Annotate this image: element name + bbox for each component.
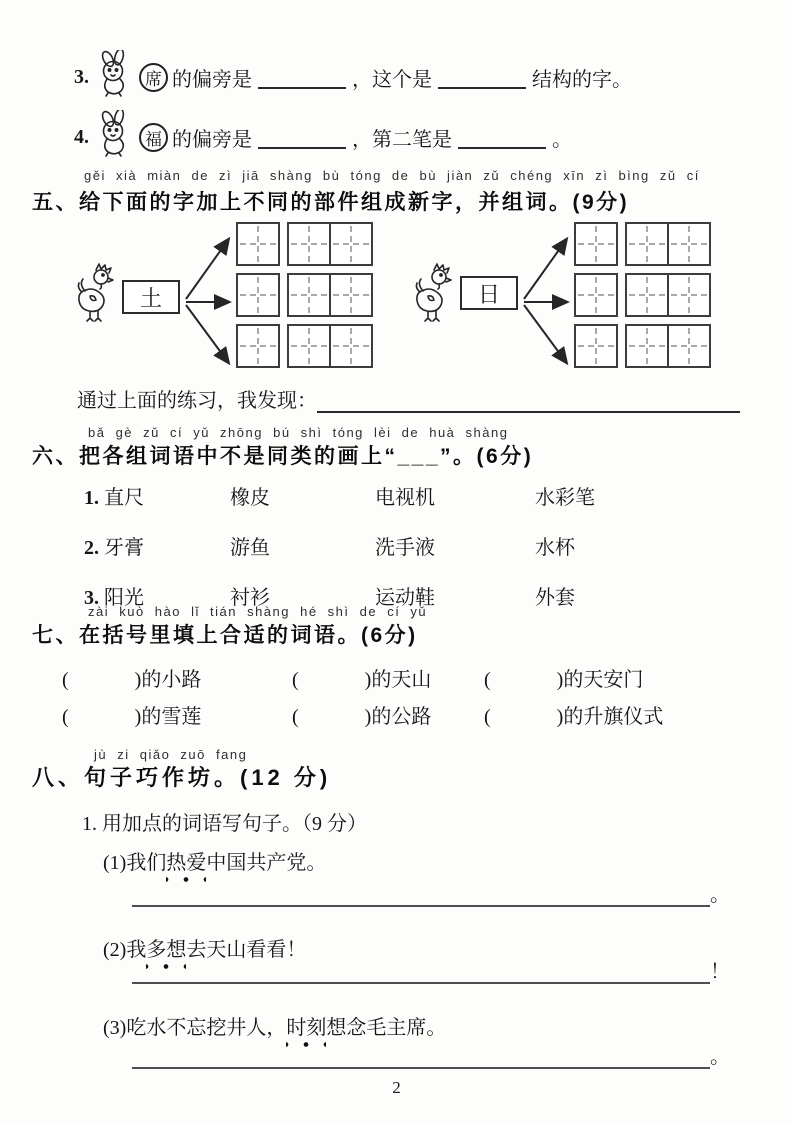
bracket-label: 的小路 xyxy=(141,669,202,691)
answer-blank xyxy=(258,125,346,149)
row-number: 3. xyxy=(84,587,99,609)
sentence-label: (1) xyxy=(103,852,127,874)
section-5-title: 五、给下面的字加上不同的部件组成新字，并组词。(9分) xyxy=(32,191,630,214)
word: 牙膏 xyxy=(104,537,144,559)
question-4 xyxy=(74,110,572,164)
tianzige-cell xyxy=(574,273,618,317)
bracket-item: ( )的升旗仪式 xyxy=(484,706,664,728)
section-6-title: 六、把各组词语中不是同类的画上“___”。(6分) xyxy=(32,445,534,468)
tianzige-cell xyxy=(329,324,373,368)
section-6-pinyin: bǎ gè zǔ cí yǔ zhōng bú shì tóng lèi de huà shàng xyxy=(88,425,509,440)
question-3-number: 3. xyxy=(74,65,89,88)
bracket-fill-row-1 xyxy=(62,663,643,692)
word-group-row xyxy=(84,531,595,560)
answer-blank-long xyxy=(132,1045,710,1069)
tianzige-cell xyxy=(625,324,669,368)
tianzige-cell xyxy=(236,324,280,368)
sentence-2: (2)我多想去天山看看！ xyxy=(103,933,306,962)
sentence-3: (3)吃水不忘挖井人，时刻想念毛主席。 xyxy=(103,1011,446,1040)
target-character-3: 席 xyxy=(139,63,168,92)
word-group-row xyxy=(84,481,595,510)
section-8-pinyin: jù zi qiǎo zuō fang xyxy=(94,747,248,762)
bracket-label: 的天山 xyxy=(371,669,432,691)
row-number: 2. xyxy=(84,537,99,559)
question-4-text-1: 的偏旁是 xyxy=(172,128,252,151)
bracket-fill-row-2 xyxy=(62,700,663,729)
word: 游鱼 xyxy=(230,537,270,559)
bracket-label: 的天安门 xyxy=(563,669,644,691)
section-7-pinyin: zài kuò hào lǐ tián shàng hé shì de cí yǔ xyxy=(88,604,428,619)
writing-grids-left xyxy=(236,222,373,375)
question-4-text-3: 。 xyxy=(552,128,572,151)
page-number: 2 xyxy=(392,1078,401,1097)
bracket-label: 的升旗仪式 xyxy=(563,706,664,728)
question-4-number: 4. xyxy=(74,125,89,148)
answer-blank-long xyxy=(317,389,740,413)
bracket-label: 的雪莲 xyxy=(141,706,202,728)
word: 橡皮 xyxy=(230,487,270,509)
arrow-fan xyxy=(522,224,572,379)
answer-blank-long xyxy=(132,883,710,907)
answer-blank xyxy=(258,65,346,89)
word: 衬衫 xyxy=(230,587,270,609)
section-8-title: 八、句子巧作坊。(12 分) xyxy=(32,765,332,790)
rooster-icon xyxy=(76,262,118,331)
bracket-label: 的公路 xyxy=(371,706,432,728)
line-end-punct: 。 xyxy=(710,884,730,906)
line-end-punct: 。 xyxy=(710,1046,730,1068)
reflection-text: 通过上面的练习，我发现： xyxy=(77,390,317,412)
answer-line-2 xyxy=(132,955,730,984)
tianzige-cell xyxy=(625,222,669,266)
emphasized-word: 多想 xyxy=(146,939,186,970)
emphasized-word: 时刻 xyxy=(286,1017,326,1048)
tianzige-cell xyxy=(667,324,711,368)
tianzige-cell xyxy=(287,222,331,266)
tianzige-cell xyxy=(574,324,618,368)
answer-blank xyxy=(438,65,526,89)
source-char-left: 土 xyxy=(139,285,162,311)
word: 运动鞋 xyxy=(375,587,435,609)
source-char-box-left xyxy=(122,280,180,314)
arrow-fan xyxy=(184,224,234,379)
word: 直尺 xyxy=(104,487,144,509)
question-3-text-3: 结构的字。 xyxy=(532,68,632,91)
bracket-item: ( )的雪莲 xyxy=(62,706,202,728)
subquestion-1: 1. 用加点的词语写句子。（9 分） xyxy=(82,813,367,835)
word: 水彩笔 xyxy=(535,487,595,509)
tianzige-cell xyxy=(236,273,280,317)
bunny-icon xyxy=(95,50,135,104)
tianzige-cell xyxy=(574,222,618,266)
question-3-text-2: ，这个是 xyxy=(352,68,432,91)
reflection-line xyxy=(77,384,740,413)
question-3 xyxy=(74,50,632,104)
tianzige-cell xyxy=(329,273,373,317)
tianzige-cell xyxy=(667,222,711,266)
tianzige-cell xyxy=(236,222,280,266)
tianzige-cell xyxy=(287,273,331,317)
source-char-box-right xyxy=(460,276,518,310)
sentence-label: (3) xyxy=(103,1017,127,1039)
answer-line-1 xyxy=(132,878,730,907)
answer-blank xyxy=(458,125,546,149)
word: 电视机 xyxy=(375,487,435,509)
tianzige-cell xyxy=(625,273,669,317)
word: 阳光 xyxy=(104,587,144,609)
section-7-title: 七、在括号里填上合适的词语。(6分) xyxy=(32,624,418,647)
tianzige-cell xyxy=(287,324,331,368)
bracket-item: ( )的公路 xyxy=(292,706,432,728)
row-number: 1. xyxy=(84,487,99,509)
word: 水杯 xyxy=(535,537,575,559)
rooster-icon xyxy=(414,262,456,331)
bracket-item: ( )的天山 xyxy=(292,669,432,691)
writing-grids-right xyxy=(574,222,711,375)
answer-blank-long xyxy=(132,960,710,984)
bracket-item: ( )的天安门 xyxy=(484,669,644,691)
section-5-pinyin: gěi xià miàn de zì jiā shàng bù tóng de bù jiàn zǔ chéng xīn zì bìng zǔ cí xyxy=(84,168,700,183)
word: 洗手液 xyxy=(375,537,435,559)
line-end-punct: ！ xyxy=(710,961,730,983)
answer-line-3 xyxy=(132,1040,730,1069)
character-building-diagram xyxy=(76,218,726,380)
bracket-item: ( )的小路 xyxy=(62,669,202,691)
sentence-label: (2) xyxy=(103,939,127,961)
question-4-text-2: ，第二笔是 xyxy=(352,128,452,151)
bunny-icon xyxy=(95,110,135,164)
target-character-4: 福 xyxy=(139,123,168,152)
word: 外套 xyxy=(535,587,575,609)
question-3-text-1: 的偏旁是 xyxy=(172,68,252,91)
emphasized-word: 热爱 xyxy=(166,852,206,883)
source-char-right: 日 xyxy=(477,281,500,307)
tianzige-cell xyxy=(329,222,373,266)
tianzige-cell xyxy=(667,273,711,317)
sentence-1: (1)我们热爱中国共产党。 xyxy=(103,846,326,875)
